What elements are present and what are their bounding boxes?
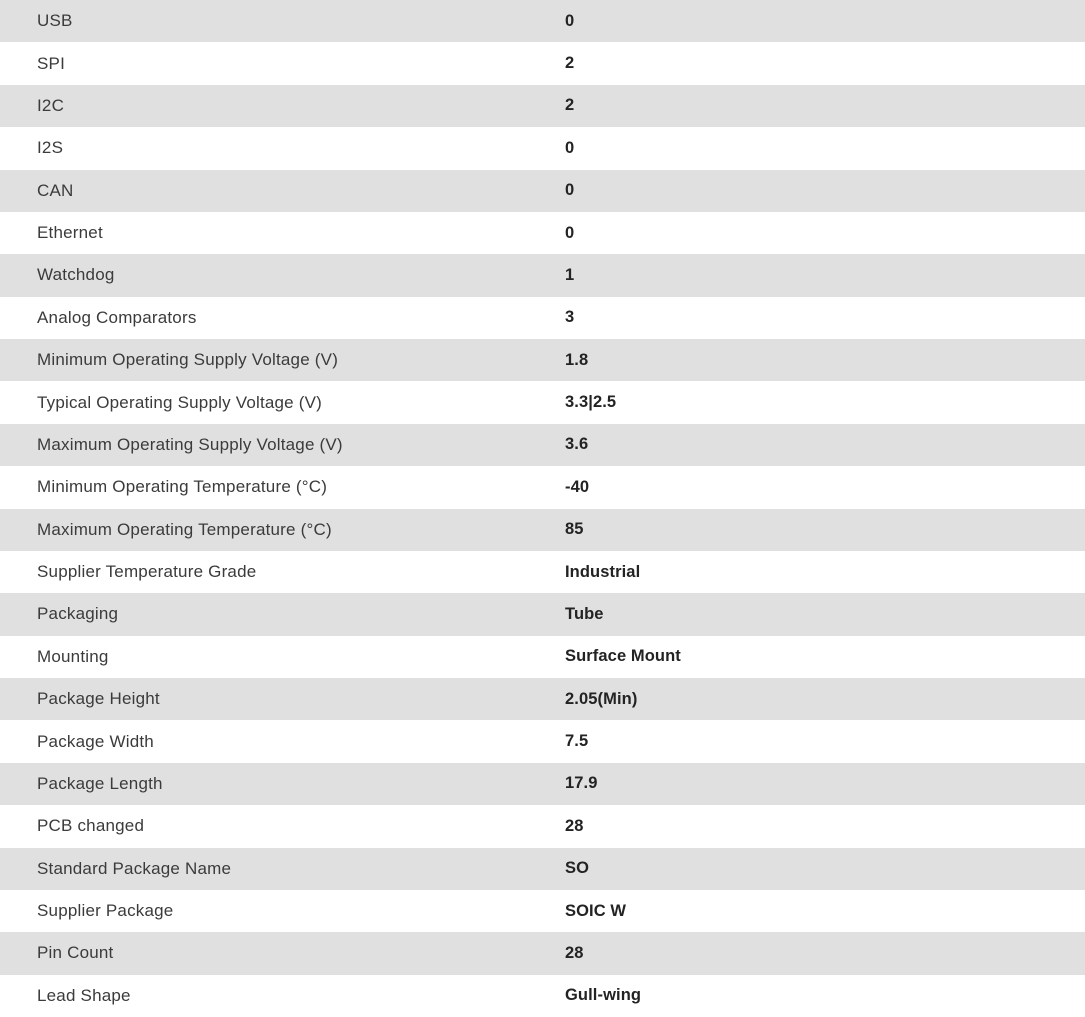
spec-value: 0 xyxy=(565,11,575,30)
spec-row xyxy=(0,720,1085,762)
spec-label: Minimum Operating Temperature (°C) xyxy=(37,477,328,497)
spec-value: SO xyxy=(565,859,590,878)
spec-row xyxy=(0,297,1085,339)
spec-row xyxy=(0,212,1085,254)
spec-row xyxy=(0,381,1085,423)
spec-label: Package Length xyxy=(37,773,163,793)
spec-value: 1.8 xyxy=(565,350,589,369)
spec-value: 1 xyxy=(565,265,575,284)
spec-value: -40 xyxy=(565,477,590,496)
spec-row xyxy=(0,551,1085,593)
spec-label: Standard Package Name xyxy=(37,858,232,878)
spec-value: 7.5 xyxy=(565,732,589,751)
spec-row xyxy=(0,254,1085,296)
spec-label: Supplier Package xyxy=(37,901,174,921)
spec-label: Package Width xyxy=(37,731,154,751)
spec-value: 28 xyxy=(565,816,584,835)
spec-value: 2.05(Min) xyxy=(565,689,638,708)
spec-label: USB xyxy=(37,11,73,31)
spec-label: Supplier Temperature Grade xyxy=(37,562,257,582)
spec-row xyxy=(0,848,1085,890)
spec-label: Maximum Operating Temperature (°C) xyxy=(37,519,332,539)
spec-label: PCB changed xyxy=(37,816,145,836)
spec-row xyxy=(0,678,1085,720)
spec-row xyxy=(0,593,1085,635)
spec-row xyxy=(0,42,1085,84)
spec-value: 2 xyxy=(565,96,575,115)
spec-label: Minimum Operating Supply Voltage (V) xyxy=(37,350,339,370)
spec-value: 0 xyxy=(565,181,575,200)
spec-value: 3.6 xyxy=(565,435,589,454)
spec-value: 2 xyxy=(565,54,575,73)
spec-row xyxy=(0,170,1085,212)
spec-row xyxy=(0,424,1085,466)
spec-label: Mounting xyxy=(37,646,109,666)
spec-label: CAN xyxy=(37,180,74,200)
spec-row xyxy=(0,805,1085,847)
spec-label: I2S xyxy=(37,138,64,158)
spec-value: 0 xyxy=(565,138,575,157)
spec-label: Analog Comparators xyxy=(37,307,197,327)
spec-row xyxy=(0,636,1085,678)
spec-label: Typical Operating Supply Voltage (V) xyxy=(37,392,323,412)
spec-value: Tube xyxy=(565,604,604,623)
spec-value: 17.9 xyxy=(565,774,598,793)
spec-row xyxy=(0,127,1085,169)
spec-row xyxy=(0,932,1085,974)
spec-value: Gull-wing xyxy=(565,986,642,1005)
spec-row xyxy=(0,85,1085,127)
spec-label: Maximum Operating Supply Voltage (V) xyxy=(37,434,343,454)
spec-value: 28 xyxy=(565,943,584,962)
spec-value: Industrial xyxy=(565,562,641,581)
spec-value: 0 xyxy=(565,223,575,242)
spec-row xyxy=(0,509,1085,551)
spec-row xyxy=(0,339,1085,381)
spec-row xyxy=(0,0,1085,42)
spec-row xyxy=(0,890,1085,932)
spec-value: Surface Mount xyxy=(565,647,681,666)
spec-row xyxy=(0,975,1085,1017)
spec-value: SOIC W xyxy=(565,901,627,920)
spec-value: 3 xyxy=(565,308,575,327)
spec-label: Packaging xyxy=(37,604,119,624)
spec-row xyxy=(0,763,1085,805)
spec-label: SPI xyxy=(37,53,66,73)
spec-label: Package Height xyxy=(37,689,160,709)
spec-value: 3.3|2.5 xyxy=(565,393,617,412)
spec-label: I2C xyxy=(37,95,65,115)
spec-label: Lead Shape xyxy=(37,985,131,1005)
spec-label: Watchdog xyxy=(37,265,115,285)
spec-value: 85 xyxy=(565,520,584,539)
spec-label: Pin Count xyxy=(37,943,114,963)
spec-label: Ethernet xyxy=(37,223,103,243)
spec-row xyxy=(0,466,1085,508)
